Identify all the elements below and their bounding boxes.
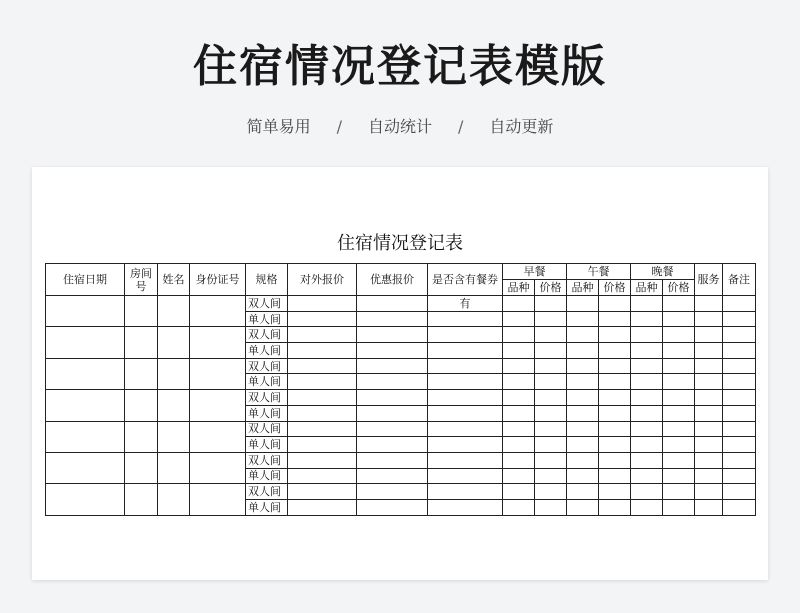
cell-dinner-price (663, 405, 695, 421)
cell-room-number (125, 484, 158, 515)
cell-discount-price (357, 358, 428, 374)
cell-spec: 双人间 (246, 296, 288, 312)
cell-dinner-item (631, 358, 663, 374)
table-body (46, 296, 756, 516)
cell-external-price (288, 468, 357, 484)
cell-remarks (723, 390, 756, 406)
cell-date (46, 421, 125, 452)
cell-discount-price (357, 296, 428, 312)
cell-lunch-item (567, 452, 599, 468)
cell-discount-price (357, 405, 428, 421)
cell-lunch-price (599, 358, 631, 374)
cell-dinner-price (663, 468, 695, 484)
cell-meal-voucher (428, 468, 503, 484)
header-breakfast-item: 品种 (503, 280, 535, 296)
cell-external-price (288, 421, 357, 437)
cell-lunch-price (599, 468, 631, 484)
header-spec: 规格 (246, 264, 288, 296)
cell-external-price (288, 452, 357, 468)
cell-name (158, 358, 190, 389)
cell-breakfast-item (503, 452, 535, 468)
cell-breakfast-price (535, 390, 567, 406)
cell-discount-price (357, 311, 428, 327)
cell-service (695, 484, 723, 500)
feature-tagline (0, 114, 800, 137)
cell-dinner-price (663, 296, 695, 312)
header-lunch-item: 品种 (567, 280, 599, 296)
cell-lunch-price (599, 390, 631, 406)
cell-breakfast-item (503, 327, 535, 343)
cell-remarks (723, 296, 756, 312)
cell-lunch-item (567, 437, 599, 453)
cell-date (46, 327, 125, 358)
cell-meal-voucher (428, 374, 503, 390)
header-room-number: 房间号 (125, 264, 158, 296)
cell-service (695, 296, 723, 312)
cell-name (158, 390, 190, 421)
table-row (46, 358, 756, 374)
cell-meal-voucher (428, 437, 503, 453)
cell-meal-voucher (428, 405, 503, 421)
header-date: 住宿日期 (46, 264, 125, 296)
header-external-price: 对外报价 (288, 264, 357, 296)
cell-breakfast-price (535, 452, 567, 468)
cell-meal-voucher (428, 499, 503, 515)
header-breakfast: 早餐 (503, 264, 567, 280)
cell-dinner-price (663, 484, 695, 500)
cell-breakfast-item (503, 437, 535, 453)
cell-date (46, 358, 125, 389)
table-row (46, 327, 756, 343)
cell-discount-price (357, 484, 428, 500)
cell-service (695, 452, 723, 468)
cell-external-price (288, 296, 357, 312)
cell-meal-voucher: 有 (428, 296, 503, 312)
cell-dinner-item (631, 296, 663, 312)
cell-breakfast-item (503, 468, 535, 484)
cell-remarks (723, 499, 756, 515)
cell-lunch-item (567, 421, 599, 437)
cell-lunch-item (567, 390, 599, 406)
table-row (46, 421, 756, 437)
cell-dinner-item (631, 374, 663, 390)
cell-spec: 单人间 (246, 437, 288, 453)
cell-lunch-item (567, 327, 599, 343)
cell-discount-price (357, 452, 428, 468)
separator: / (336, 117, 342, 136)
cell-lunch-price (599, 499, 631, 515)
header-remarks: 备注 (723, 264, 756, 296)
cell-name (158, 296, 190, 327)
cell-breakfast-price (535, 421, 567, 437)
cell-dinner-price (663, 499, 695, 515)
cell-lunch-price (599, 484, 631, 500)
document-sheet (32, 167, 768, 580)
cell-date (46, 390, 125, 421)
cell-discount-price (357, 499, 428, 515)
cell-service (695, 390, 723, 406)
cell-lunch-item (567, 343, 599, 359)
header-breakfast-price: 价格 (535, 280, 567, 296)
cell-dinner-price (663, 374, 695, 390)
cell-remarks (723, 468, 756, 484)
cell-meal-voucher (428, 421, 503, 437)
cell-dinner-item (631, 499, 663, 515)
cell-dinner-price (663, 437, 695, 453)
cell-lunch-price (599, 327, 631, 343)
cell-remarks (723, 374, 756, 390)
cell-lunch-item (567, 296, 599, 312)
cell-meal-voucher (428, 452, 503, 468)
cell-breakfast-item (503, 405, 535, 421)
cell-spec: 双人间 (246, 452, 288, 468)
cell-dinner-item (631, 390, 663, 406)
cell-breakfast-item (503, 484, 535, 500)
cell-discount-price (357, 468, 428, 484)
cell-external-price (288, 311, 357, 327)
cell-lunch-item (567, 358, 599, 374)
cell-service (695, 405, 723, 421)
cell-service (695, 343, 723, 359)
cell-service (695, 499, 723, 515)
header-name: 姓名 (158, 264, 190, 296)
cell-spec: 双人间 (246, 390, 288, 406)
cell-remarks (723, 358, 756, 374)
cell-date (46, 296, 125, 327)
cell-service (695, 468, 723, 484)
cell-remarks (723, 421, 756, 437)
cell-room-number (125, 296, 158, 327)
sheet-title: 住宿情况登记表 (337, 233, 463, 254)
cell-id-number (190, 327, 246, 358)
cell-remarks (723, 311, 756, 327)
cell-spec: 单人间 (246, 405, 288, 421)
cell-dinner-item (631, 437, 663, 453)
cell-discount-price (357, 343, 428, 359)
cell-dinner-price (663, 452, 695, 468)
cell-spec: 双人间 (246, 358, 288, 374)
cell-service (695, 358, 723, 374)
cell-breakfast-item (503, 374, 535, 390)
cell-spec: 双人间 (246, 421, 288, 437)
cell-breakfast-item (503, 499, 535, 515)
cell-breakfast-item (503, 358, 535, 374)
cell-lunch-price (599, 311, 631, 327)
header-dinner-item: 品种 (631, 280, 663, 296)
cell-lunch-price (599, 437, 631, 453)
cell-discount-price (357, 327, 428, 343)
cell-breakfast-price (535, 358, 567, 374)
cell-spec: 单人间 (246, 374, 288, 390)
page-title: 住宿情况登记表模版 (193, 41, 607, 92)
cell-remarks (723, 452, 756, 468)
cell-breakfast-price (535, 437, 567, 453)
cell-spec: 单人间 (246, 311, 288, 327)
cell-external-price (288, 437, 357, 453)
cell-room-number (125, 421, 158, 452)
cell-remarks (723, 437, 756, 453)
cell-meal-voucher (428, 311, 503, 327)
cell-dinner-price (663, 311, 695, 327)
cell-lunch-price (599, 405, 631, 421)
cell-remarks (723, 327, 756, 343)
cell-dinner-price (663, 421, 695, 437)
cell-room-number (125, 390, 158, 421)
cell-lunch-item (567, 374, 599, 390)
cell-breakfast-price (535, 405, 567, 421)
cell-date (46, 484, 125, 515)
cell-dinner-item (631, 421, 663, 437)
cell-breakfast-price (535, 499, 567, 515)
cell-breakfast-price (535, 343, 567, 359)
cell-external-price (288, 374, 357, 390)
cell-breakfast-item (503, 296, 535, 312)
header-service: 服务 (695, 264, 723, 296)
cell-name (158, 484, 190, 515)
cell-lunch-price (599, 374, 631, 390)
cell-spec: 单人间 (246, 343, 288, 359)
registration-table (45, 263, 756, 516)
cell-room-number (125, 452, 158, 483)
cell-remarks (723, 343, 756, 359)
cell-spec: 单人间 (246, 499, 288, 515)
cell-room-number (125, 327, 158, 358)
cell-external-price (288, 405, 357, 421)
cell-id-number (190, 452, 246, 483)
cell-service (695, 311, 723, 327)
cell-external-price (288, 358, 357, 374)
cell-name (158, 452, 190, 483)
cell-discount-price (357, 374, 428, 390)
cell-meal-voucher (428, 484, 503, 500)
cell-external-price (288, 499, 357, 515)
cell-spec: 双人间 (246, 484, 288, 500)
cell-name (158, 327, 190, 358)
table-row (46, 296, 756, 312)
cell-dinner-price (663, 358, 695, 374)
table-row (46, 484, 756, 500)
cell-breakfast-price (535, 327, 567, 343)
cell-remarks (723, 484, 756, 500)
cell-room-number (125, 358, 158, 389)
cell-service (695, 421, 723, 437)
cell-lunch-item (567, 484, 599, 500)
cell-lunch-item (567, 311, 599, 327)
cell-id-number (190, 421, 246, 452)
cell-service (695, 374, 723, 390)
cell-breakfast-price (535, 296, 567, 312)
cell-id-number (190, 296, 246, 327)
cell-breakfast-price (535, 311, 567, 327)
header-lunch: 午餐 (567, 264, 631, 280)
cell-lunch-item (567, 405, 599, 421)
cell-spec: 单人间 (246, 468, 288, 484)
cell-meal-voucher (428, 358, 503, 374)
header-discount-price: 优惠报价 (357, 264, 428, 296)
cell-breakfast-item (503, 421, 535, 437)
cell-dinner-item (631, 484, 663, 500)
cell-id-number (190, 390, 246, 421)
feature-auto-stats: 自动统计 (367, 117, 432, 136)
table-row (46, 452, 756, 468)
cell-dinner-item (631, 327, 663, 343)
cell-dinner-item (631, 452, 663, 468)
cell-breakfast-item (503, 390, 535, 406)
cell-lunch-price (599, 296, 631, 312)
cell-external-price (288, 484, 357, 500)
table-row (46, 390, 756, 406)
cell-discount-price (357, 390, 428, 406)
cell-breakfast-item (503, 311, 535, 327)
cell-external-price (288, 327, 357, 343)
cell-dinner-item (631, 343, 663, 359)
cell-breakfast-price (535, 468, 567, 484)
cell-name (158, 421, 190, 452)
cell-meal-voucher (428, 390, 503, 406)
cell-id-number (190, 358, 246, 389)
cell-lunch-price (599, 343, 631, 359)
cell-lunch-price (599, 452, 631, 468)
cell-id-number (190, 484, 246, 515)
feature-auto-update: 自动更新 (489, 117, 554, 136)
cell-spec: 双人间 (246, 327, 288, 343)
header-lunch-price: 价格 (599, 280, 631, 296)
cell-date (46, 452, 125, 483)
cell-service (695, 327, 723, 343)
cell-dinner-item (631, 311, 663, 327)
cell-lunch-item (567, 468, 599, 484)
cell-remarks (723, 405, 756, 421)
header-dinner: 晚餐 (631, 264, 695, 280)
feature-easy: 简单易用 (246, 117, 311, 136)
cell-dinner-price (663, 327, 695, 343)
cell-external-price (288, 390, 357, 406)
cell-meal-voucher (428, 327, 503, 343)
cell-dinner-price (663, 390, 695, 406)
cell-breakfast-item (503, 343, 535, 359)
cell-breakfast-price (535, 484, 567, 500)
header-id-number: 身份证号 (190, 264, 246, 296)
separator: / (458, 117, 464, 136)
cell-lunch-item (567, 499, 599, 515)
cell-service (695, 437, 723, 453)
cell-breakfast-price (535, 374, 567, 390)
cell-meal-voucher (428, 343, 503, 359)
cell-dinner-item (631, 405, 663, 421)
cell-discount-price (357, 421, 428, 437)
cell-dinner-price (663, 343, 695, 359)
cell-dinner-item (631, 468, 663, 484)
cell-lunch-price (599, 421, 631, 437)
cell-discount-price (357, 437, 428, 453)
header-dinner-price: 价格 (663, 280, 695, 296)
header-meal-voucher: 是否含有餐券 (428, 264, 503, 296)
cell-external-price (288, 343, 357, 359)
